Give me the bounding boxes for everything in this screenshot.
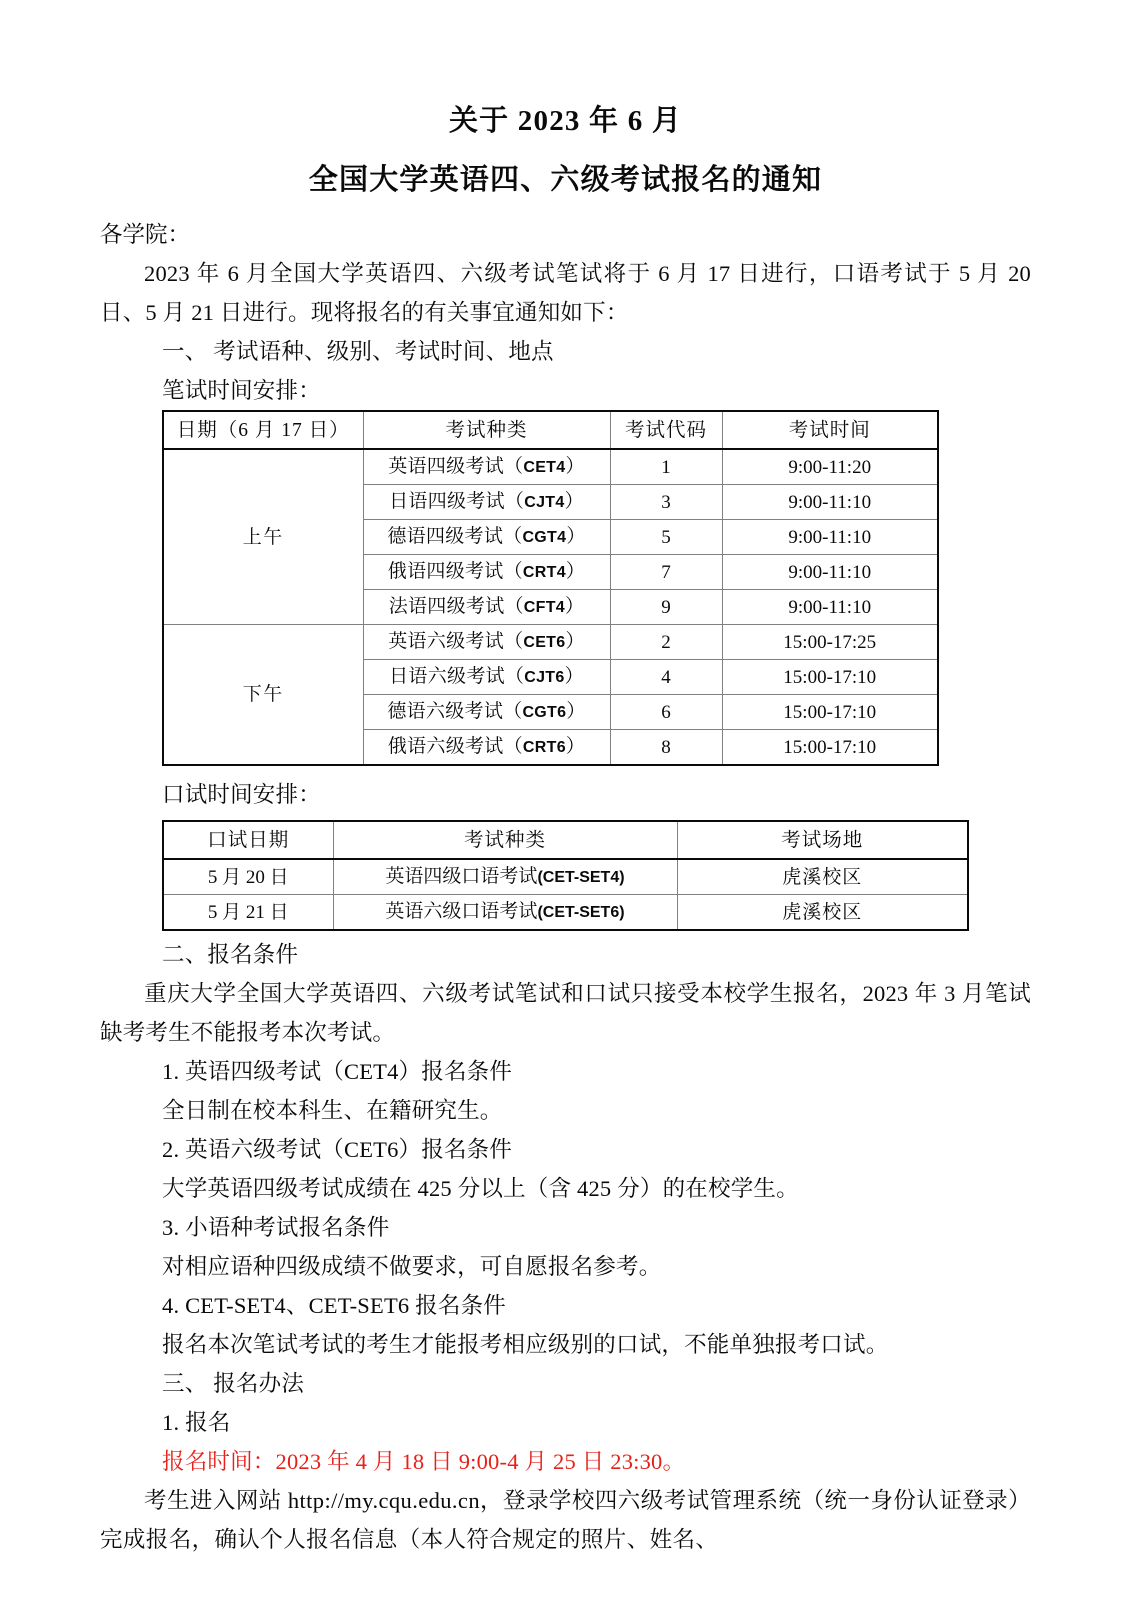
oral-kind-code: (CET-SET6) (537, 904, 625, 922)
oral-exam-table-wrap (100, 820, 1031, 931)
col-header-oral-kind: 考试种类 (333, 821, 677, 859)
document-title-block (100, 0, 1031, 201)
exam-kind-cn: 英语六级考试（ (388, 631, 524, 653)
oral-exam-table-body (163, 859, 968, 930)
condition-2-body: 大学英语四级考试成绩在 425 分以上（含 425 分）的在校学生。 (162, 1176, 799, 1202)
oral-date: 5 月 21 日 (163, 895, 333, 931)
col-header-kind: 考试种类 (363, 411, 610, 449)
col-header-oral-venue: 考试场地 (677, 821, 968, 859)
exam-time: 9:00-11:10 (722, 520, 938, 555)
table-header-row (163, 821, 968, 859)
exam-time: 9:00-11:10 (722, 590, 938, 625)
exam-kind-code: CGT6 (522, 704, 567, 722)
halfday-morning: 上午 (163, 449, 363, 625)
condition-4-body: 报名本次笔试考试的考生才能报考相应级别的口试，不能单独报考口试。 (162, 1332, 889, 1358)
exam-kind (363, 520, 610, 555)
exam-kind-cn: 日语四级考试（ (389, 491, 525, 513)
section-1-heading: 一、 考试语种、级别、考试时间、地点 (162, 339, 554, 365)
closing-paragraph: 考生进入网站 http://my.cqu.edu.cn，登录学校四六级考试管理系统（统一身份认证登录）完成报名，确认个人报名信息（本人符合规定的照片、姓名、 (100, 1488, 1031, 1553)
registration-time: 报名时间：2023 年 4 月 18 日 9:00-4 月 25 日 23:30。 (162, 1449, 686, 1475)
condition-3-heading: 3. 小语种考试报名条件 (162, 1215, 390, 1241)
exam-kind-close: ） (564, 491, 584, 513)
exam-kind-code: CJT4 (524, 494, 565, 512)
exam-time: 15:00-17:10 (722, 660, 938, 695)
exam-kind-code: CET6 (523, 634, 566, 652)
exam-kind-code: CET4 (523, 459, 566, 477)
section-3-heading: 三、 报名办法 (162, 1371, 305, 1397)
exam-kind (363, 660, 610, 695)
written-exam-table (162, 410, 939, 766)
oral-exam-table (162, 820, 969, 931)
exam-kind-code: CRT4 (522, 564, 566, 582)
exam-kind-close: ） (564, 666, 584, 688)
exam-kind (363, 555, 610, 590)
exam-time: 9:00-11:10 (722, 485, 938, 520)
oral-venue: 虎溪校区 (677, 859, 968, 895)
exam-time: 9:00-11:10 (722, 555, 938, 590)
col-header-time: 考试时间 (722, 411, 938, 449)
section-2-paragraph: 重庆大学全国大学英语四、六级考试笔试和口试只接受本校学生报名，2023 年 3 月笔试缺考考生不能报考本次考试。 (100, 981, 1031, 1046)
intro-paragraph: 2023 年 6 月全国大学英语四、六级考试笔试将于 6 月 17 日进行，口语考试于 5 月 20 日、5 月 21 日进行。现将报名的有关事宜通知如下： (100, 261, 1031, 326)
exam-code: 6 (610, 695, 722, 730)
exam-kind-close: ） (565, 631, 585, 653)
col-header-oral-date: 口试日期 (163, 821, 333, 859)
exam-code: 8 (610, 730, 722, 766)
table-row (163, 895, 968, 931)
table-header-row (163, 411, 938, 449)
table-row (163, 625, 938, 660)
exam-kind-cn: 俄语六级考试（ (387, 736, 523, 758)
oral-venue: 虎溪校区 (677, 895, 968, 931)
oral-kind-code: (CET-SET4) (537, 869, 625, 887)
page-title-line-1: 关于 2023 年 6 月 (448, 105, 683, 137)
exam-code: 2 (610, 625, 722, 660)
oral-schedule-label: 口试时间安排： (162, 782, 321, 808)
exam-kind-code: CFT4 (523, 599, 565, 617)
condition-3-body: 对相应语种四级成绩不做要求，可自愿报名参考。 (162, 1254, 662, 1280)
condition-1-heading: 1. 英语四级考试（CET4）报名条件 (162, 1059, 513, 1085)
exam-kind-cn: 俄语四级考试（ (387, 561, 523, 583)
page-title-line-2: 全国大学英语四、六级考试报名的通知 (308, 164, 823, 197)
exam-kind-cn: 德语六级考试（ (387, 701, 523, 723)
exam-kind (363, 485, 610, 520)
exam-kind (363, 625, 610, 660)
exam-code: 7 (610, 555, 722, 590)
exam-kind (363, 449, 610, 485)
col-header-code: 考试代码 (610, 411, 722, 449)
halfday-afternoon: 下午 (163, 625, 363, 766)
oral-kind-cn: 英语四级口语考试 (385, 866, 538, 888)
col-header-date: 日期（6 月 17 日） (163, 411, 363, 449)
table-row (163, 859, 968, 895)
exam-kind (363, 730, 610, 766)
exam-kind-code: CRT6 (522, 739, 566, 757)
oral-date: 5 月 20 日 (163, 859, 333, 895)
document-body (100, 0, 1031, 1559)
spacer (100, 766, 1031, 775)
exam-kind-cn: 日语六级考试（ (389, 666, 525, 688)
condition-4-heading: 4. CET-SET4、CET-SET6 报名条件 (162, 1293, 506, 1319)
exam-kind (363, 695, 610, 730)
exam-time: 15:00-17:10 (722, 695, 938, 730)
oral-kind (333, 859, 677, 895)
section-2-heading: 二、报名条件 (162, 942, 299, 968)
exam-kind-close: ） (566, 701, 586, 723)
exam-code: 3 (610, 485, 722, 520)
written-exam-table-wrap (100, 410, 1031, 766)
written-schedule-label: 笔试时间安排： (162, 378, 321, 404)
exam-kind-close: ） (565, 596, 585, 618)
exam-code: 9 (610, 590, 722, 625)
exam-kind-close: ） (565, 456, 585, 478)
exam-kind-cn: 德语四级考试（ (387, 526, 523, 548)
exam-code: 1 (610, 449, 722, 485)
exam-kind-code: CJT6 (524, 669, 565, 687)
condition-1-body: 全日制在校本科生、在籍研究生。 (162, 1098, 503, 1124)
oral-kind (333, 895, 677, 931)
step-1-heading: 1. 报名 (162, 1410, 231, 1436)
exam-kind-cn: 英语四级考试（ (388, 456, 524, 478)
written-exam-table-body (163, 449, 938, 765)
table-row (163, 449, 938, 485)
exam-kind-cn: 法语四级考试（ (388, 596, 524, 618)
exam-kind (363, 590, 610, 625)
oral-kind-cn: 英语六级口语考试 (385, 901, 538, 923)
exam-time: 15:00-17:10 (722, 730, 938, 766)
exam-kind-close: ） (565, 561, 586, 583)
condition-2-heading: 2. 英语六级考试（CET6）报名条件 (162, 1137, 513, 1163)
exam-kind-code: CGT4 (522, 529, 567, 547)
exam-kind-close: ） (565, 736, 586, 758)
exam-code: 5 (610, 520, 722, 555)
exam-code: 4 (610, 660, 722, 695)
exam-time: 15:00-17:25 (722, 625, 938, 660)
exam-time: 9:00-11:20 (722, 449, 938, 485)
exam-kind-close: ） (566, 526, 586, 548)
salutation: 各学院： (100, 222, 191, 248)
